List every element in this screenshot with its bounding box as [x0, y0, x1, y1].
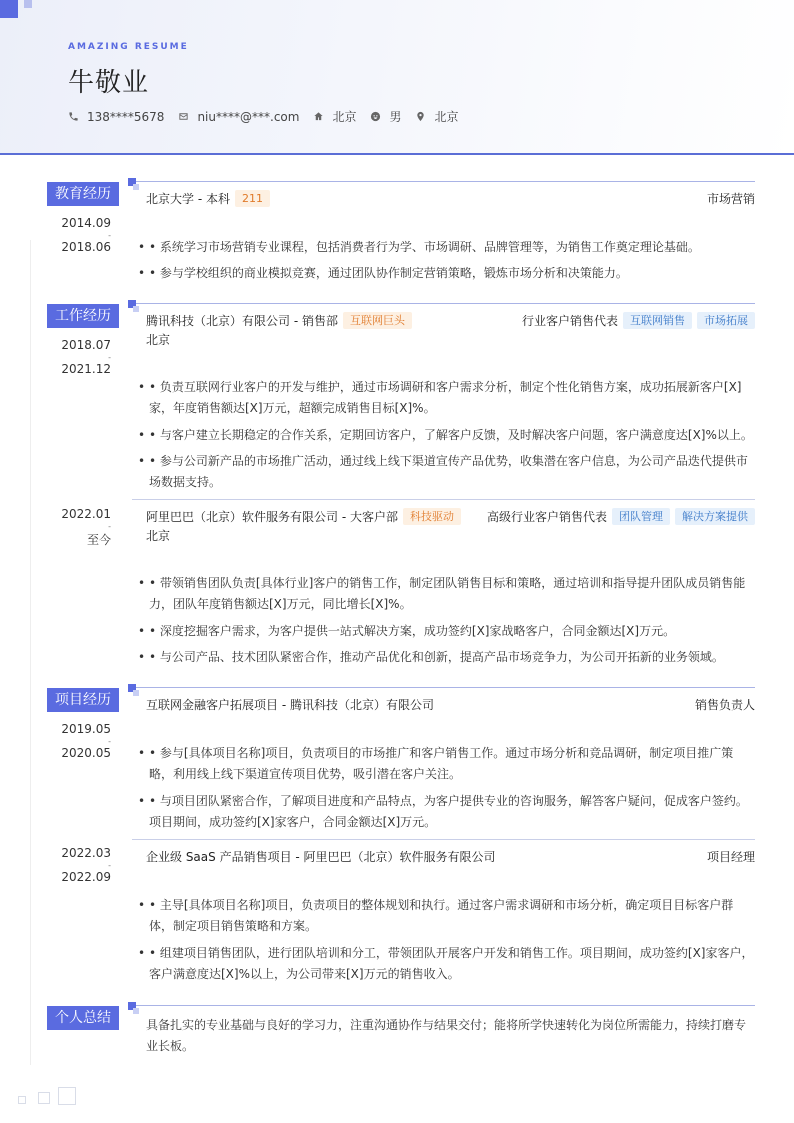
location-pin-icon [415, 111, 426, 122]
section-marker-small [133, 184, 139, 190]
project-start-date: 2019.05 [61, 722, 111, 736]
work-bullet: • • 与公司产品、技术团队紧密合作，推动产品优化和创新，提高产品市场竞争力，为公司开拓新的业务领域。 [138, 650, 724, 664]
project-entry-header [146, 848, 755, 865]
role-tag: 团队管理 [612, 508, 670, 525]
work-entry-header [146, 312, 755, 329]
project-title: 互联网金融客户拓展项目 - 腾讯科技（北京）有限公司 [146, 698, 434, 712]
project-entry-header [146, 696, 755, 713]
resume-header [0, 0, 794, 155]
contact-bar [68, 108, 473, 125]
work-company: 腾讯科技（北京）有限公司 - 销售部 [146, 314, 338, 328]
edu-tag: 211 [235, 190, 270, 207]
work-start-date: 2018.07 [61, 338, 111, 352]
edu-school: 北京大学 - 本科 [146, 192, 230, 206]
gender-icon [370, 111, 381, 122]
project-role: 项目经理 [706, 850, 755, 864]
work-start-date: 2022.01 [61, 507, 111, 521]
section-divider [132, 687, 755, 688]
footer-decoration [18, 1096, 26, 1104]
phone-icon [68, 111, 79, 122]
edu-bullet: • • 参与学校组织的商业模拟竞赛，通过团队协作制定营销策略，锻炼市场分析和决策能力。 [138, 266, 628, 280]
date-separator: - [108, 737, 111, 746]
section-label-projects: 项目经历 [47, 688, 119, 712]
edu-bullet: • • 系统学习市场营销专业课程，包括消费者行为学、市场调研、品牌管理等，为销售工作奠定理论基础。 [138, 240, 700, 254]
company-tag: 科技驱动 [403, 508, 461, 525]
project-title: 企业级 SaaS 产品销售项目 - 阿里巴巴（北京）软件服务有限公司 [146, 850, 496, 864]
mail-icon [178, 111, 189, 122]
company-tag: 互联网巨头 [343, 312, 412, 329]
entry-divider [132, 499, 755, 500]
work-location: 北京 [146, 529, 171, 543]
section-label-work: 工作经历 [47, 304, 119, 328]
candidate-name: 牛敬业 [68, 68, 150, 98]
section-marker-small [133, 690, 139, 696]
date-separator: - [108, 353, 111, 362]
edu-end-date: 2018.06 [61, 240, 111, 254]
work-bullet: • • 带领销售团队负责[具体行业]客户的销售工作，制定团队销售目标和策略，通过培训和指导提升团队成员销售能力，团队年度销售额达[X]万元，同比增长[X]%。 [138, 576, 746, 611]
work-entry-header [146, 508, 755, 525]
corner-decoration [0, 0, 18, 18]
project-bullet: • • 主导[具体项目名称]项目，负责项目的整体规划和执行。通过客户需求调研和市场分析，确定项目目标客户群体，制定项目销售策略和方案。 [138, 898, 734, 933]
role-tag: 互联网销售 [623, 312, 692, 329]
date-separator: - [108, 522, 111, 531]
section-divider [132, 303, 755, 304]
work-end-date: 至今 [86, 533, 111, 547]
entry-divider [132, 839, 755, 840]
left-guide-line [30, 240, 31, 1065]
date-separator: - [108, 231, 111, 240]
work-end-date: 2021.12 [61, 362, 111, 376]
project-role: 销售负责人 [694, 698, 755, 712]
summary-text: 具备扎实的专业基础与良好的学习力，注重沟通协作与结果交付；能将所学快速转化为岗位所需能力，持续打磨专业长板。 [146, 1018, 747, 1053]
work-bullet: • • 参与公司新产品的市场推广活动，通过线上线下渠道宣传产品优势，收集潜在客户信息，为公司产品迭代提供市场数据支持。 [138, 454, 748, 489]
work-bullet: • • 负责互联网行业客户的开发与维护，通过市场调研和客户需求分析，制定个性化销售方案，成功拓展新客户[X]家，年度销售额达[X]万元，超额完成销售目标[X]%。 [138, 380, 742, 415]
corner-decoration-small [24, 0, 32, 8]
section-label-education: 教育经历 [47, 182, 119, 206]
project-bullet: • • 组建项目销售团队，进行团队培训和分工，带领团队开展客户开发和销售工作。项目期间，成功签约[X]家客户，客户满意度达[X]%以上，为公司带来[X]万元的销售收入。 [138, 946, 754, 981]
work-bullet: • • 深度挖掘客户需求，为客户提供一站式解决方案，成功签约[X]家战略客户，合同金额达[X]万元。 [138, 624, 676, 638]
contact-gender-text: 男 [389, 110, 402, 124]
work-role: 行业客户销售代表 [521, 314, 618, 328]
role-tag: 市场拓展 [697, 312, 755, 329]
project-start-date: 2022.03 [61, 846, 111, 860]
project-bullet: • • 与项目团队紧密合作，了解项目进度和产品特点，为客户提供专业的咨询服务，解答客户疑问，促成客户签约。项目期间，成功签约[X]家客户，合同金额达[X]万元。 [138, 794, 748, 829]
contact-gender [370, 108, 401, 125]
work-role: 高级行业客户销售代表 [486, 510, 607, 524]
section-divider [132, 1005, 755, 1006]
contact-home [313, 108, 356, 125]
contact-email [178, 110, 299, 124]
contact-location [415, 108, 458, 125]
resume-tagline: AMAZING RESUME [68, 42, 189, 52]
footer-decoration [38, 1092, 50, 1104]
contact-location-text: 北京 [434, 110, 459, 124]
project-bullet: • • 参与[具体项目名称]项目，负责项目的市场推广和客户销售工作。通过市场分析和竞品调研，制定项目推广策略，利用线上线下渠道宣传项目优势，吸引潜在客户关注。 [138, 746, 734, 781]
section-divider [132, 181, 755, 182]
edu-entry-header [146, 190, 755, 207]
contact-phone-text: 138****5678 [87, 109, 165, 124]
contact-phone [68, 110, 164, 124]
edu-major: 市场营销 [706, 192, 755, 206]
section-marker-small [133, 306, 139, 312]
section-label-summary: 个人总结 [47, 1006, 119, 1030]
edu-start-date: 2014.09 [61, 216, 111, 230]
project-end-date: 2020.05 [61, 746, 111, 760]
role-tag: 解决方案提供 [675, 508, 755, 525]
contact-email-text: niu****@***.com [197, 109, 300, 124]
work-location: 北京 [146, 333, 171, 347]
date-separator: - [108, 861, 111, 870]
work-bullet: • • 与客户建立长期稳定的合作关系，定期回访客户，了解客户反馈，及时解决客户问题，客户满意度达[X]%以上。 [138, 428, 753, 442]
footer-decoration [58, 1087, 76, 1105]
home-icon [313, 111, 324, 122]
project-end-date: 2022.09 [61, 870, 111, 884]
section-marker-small [133, 1008, 139, 1014]
contact-home-text: 北京 [332, 110, 357, 124]
work-company: 阿里巴巴（北京）软件服务有限公司 - 大客户部 [146, 510, 398, 524]
